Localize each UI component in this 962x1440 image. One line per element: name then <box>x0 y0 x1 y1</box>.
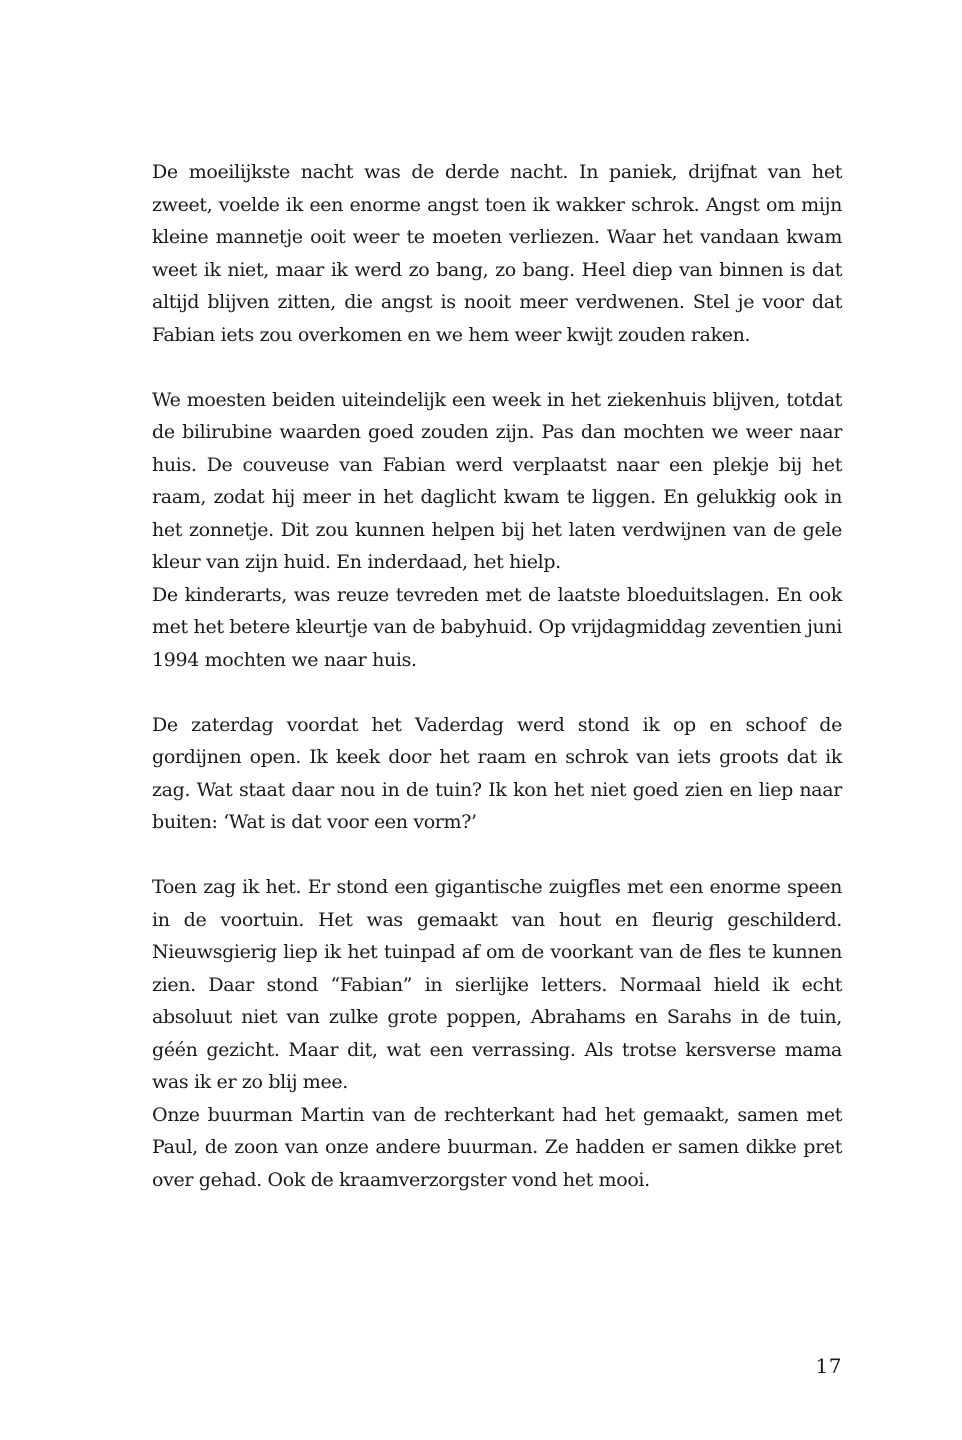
body-text <box>152 156 842 1196</box>
paragraph-1: De moeilijkste nacht was de derde nacht. In paniek, drijfnat van het zweet, voelde ik een enorme angst toen ik wakker schrok. Angst om mijn kleine mannetje ooit weer te moeten verliezen. Waar het vandaan kwam weet ik niet, maar ik werd zo bang, zo bang. Heel diep van binnen is dat altijd blijven zitten, die angst is nooit meer verdwenen. Stel je voor dat Fabian iets zou overkomen en we hem weer kwijt zouden raken. <box>152 161 842 346</box>
paragraph-5: Toen zag ik het. Er stond een gigantische zuigfles met een enorme speen in de voortuin. Het was gemaakt van hout en fleurig geschilderd. Nieuwsgierig liep ik het tuinpad af om de voorkant van de fles te kunnen zien. Daar stond “Fabian” in sierlijke letters. Normaal hield ik echt absoluut niet van zulke grote poppen, Abrahams en Sarahs in de tuin, géén gezicht. Maar dit, wat een verrassing. Als trotse kersverse mama was ik er zo blij mee. <box>152 876 842 1093</box>
paragraph-4: De zaterdag voordat het Vaderdag werd stond ik op en schoof de gordijnen open. Ik keek door het raam en schrok van iets groots dat ik zag. Wat staat daar nou in de tuin? Ik kon het niet goed zien en liep naar buiten: ‘Wat is dat voor een vorm?’ <box>152 713 842 833</box>
paragraph-3: De kinderarts, was reuze tevreden met de laatste bloeduitslagen. En ook met het betere kleurtje van de babyhuid. Op vrijdagmiddag zeventien juni 1994 mochten we naar huis. <box>152 583 842 671</box>
page-number: 17 <box>815 1354 842 1378</box>
paragraph-6: Onze buurman Martin van de rechterkant had het gemaakt, samen met Paul, de zoon van onze andere buurman. Ze hadden er samen dikke pret over gehad. Ook de kraamverzorgster vond het mooi. <box>152 1103 842 1191</box>
paragraph-2: We moesten beiden uiteindelijk een week in het ziekenhuis blijven, totdat de bilirubine waarden goed zouden zijn. Pas dan mochten we weer naar huis. De couveuse van Fabian werd verplaatst naar een plekje bij het raam, zodat hij meer in het daglicht kwam te liggen. En gelukkig ook in het zonnetje. Dit zou kunnen helpen bij het laten verdwijnen van de gele kleur van zijn huid. En inderdaad, het hielp. <box>152 388 842 573</box>
